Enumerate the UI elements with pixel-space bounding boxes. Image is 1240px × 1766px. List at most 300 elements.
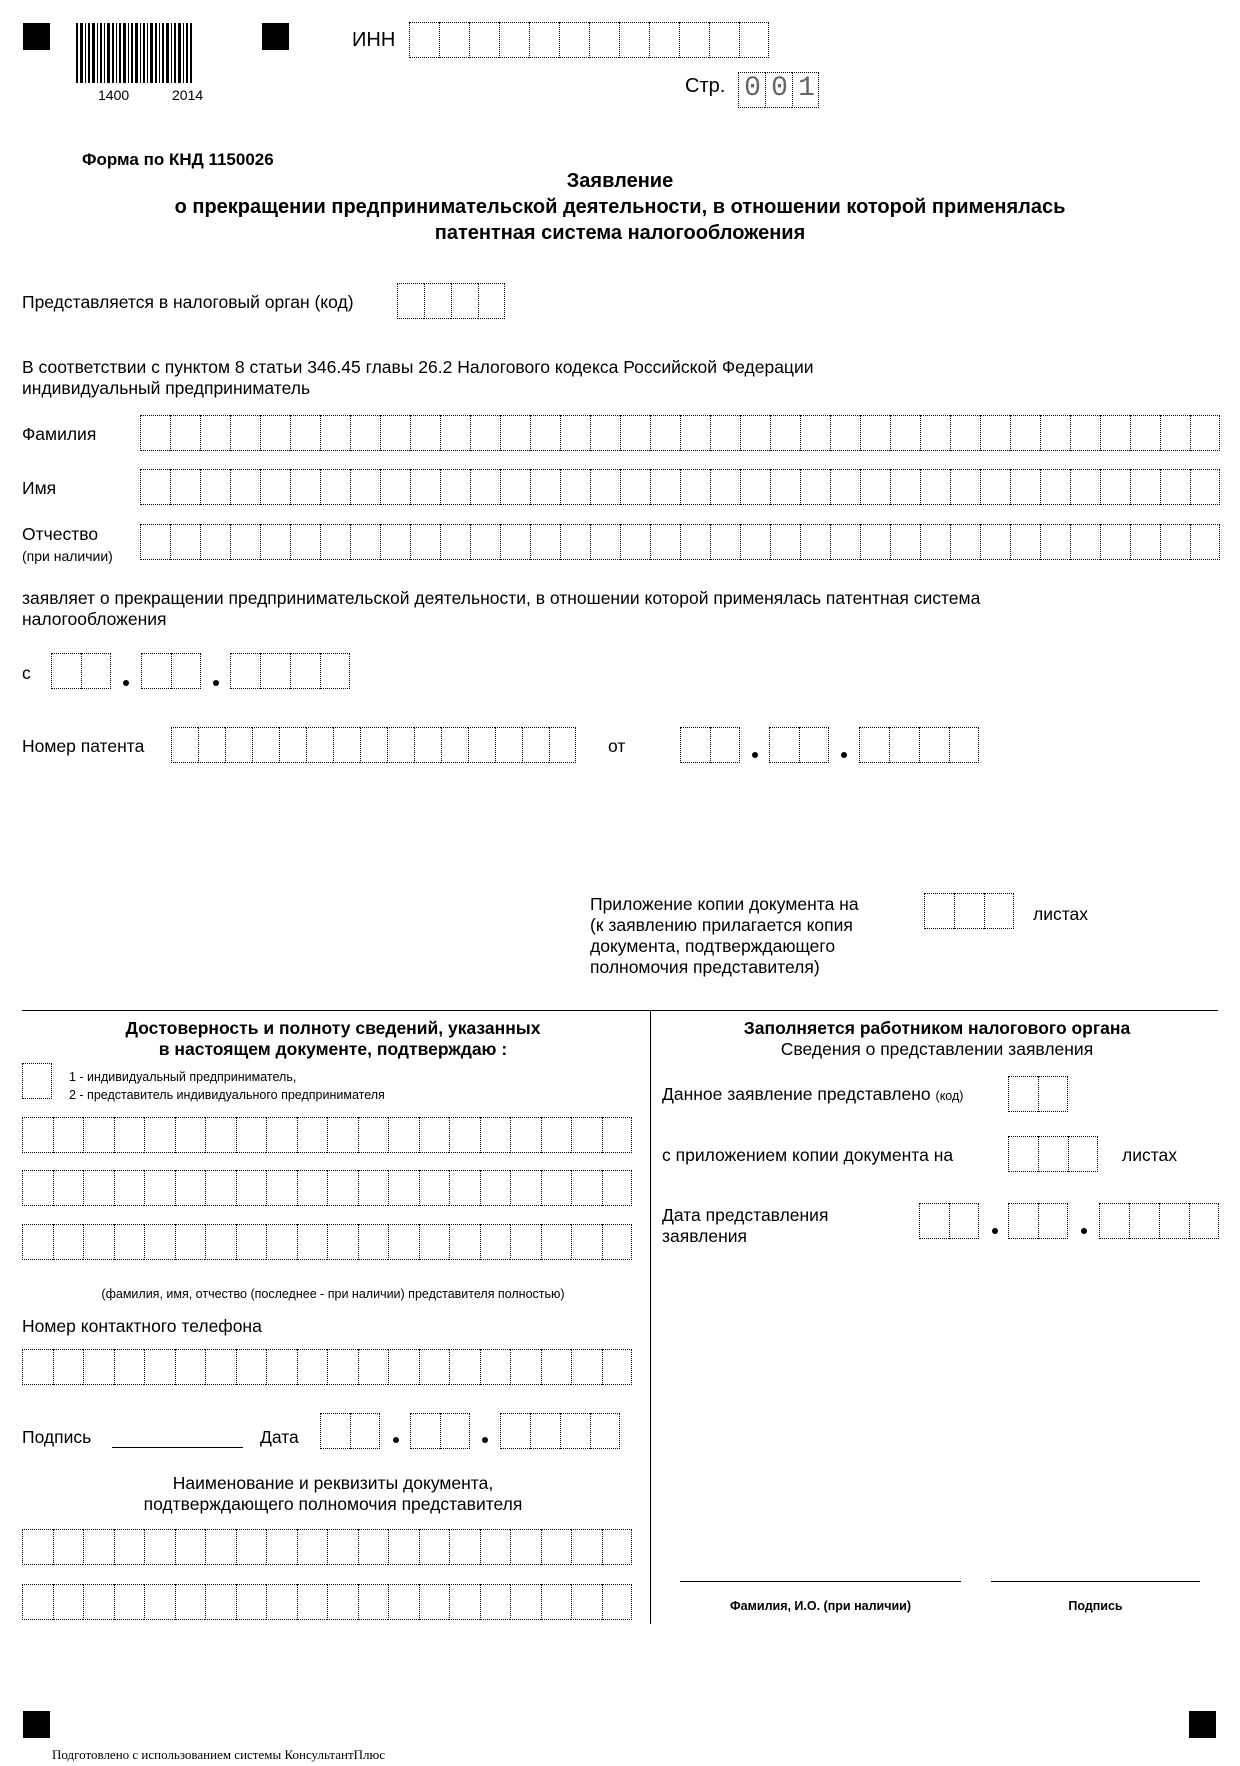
input-cell[interactable] (510, 1224, 541, 1260)
input-cell[interactable] (320, 415, 350, 451)
input-cell[interactable] (890, 469, 920, 505)
input-cell[interactable] (53, 1349, 84, 1385)
input-cell[interactable] (541, 1349, 572, 1385)
input-cell[interactable] (500, 469, 530, 505)
input-cell[interactable] (419, 1529, 450, 1565)
input-cell[interactable] (860, 469, 890, 505)
input-cell[interactable] (440, 469, 470, 505)
input-cell[interactable] (495, 727, 522, 763)
input-cell[interactable] (380, 415, 410, 451)
input-cell[interactable] (541, 1529, 572, 1565)
input-cell[interactable] (541, 1170, 572, 1206)
input-cell[interactable] (449, 1349, 480, 1385)
input-cell[interactable] (1010, 415, 1040, 451)
patent-number-field[interactable] (171, 727, 576, 763)
input-cell[interactable] (1040, 469, 1070, 505)
input-cell[interactable] (358, 1349, 389, 1385)
input-cell[interactable] (350, 469, 380, 505)
input-cell[interactable] (1010, 469, 1040, 505)
input-cell[interactable] (480, 1117, 511, 1153)
input-cell[interactable] (144, 1349, 175, 1385)
submission-date-label-1: Дата представления (662, 1205, 829, 1225)
input-cell[interactable] (53, 1170, 84, 1206)
input-cell[interactable] (1070, 415, 1100, 451)
input-cell[interactable] (22, 1349, 53, 1385)
officer-name-line[interactable] (680, 1581, 961, 1582)
input-cell[interactable] (1160, 415, 1190, 451)
input-cell[interactable] (297, 1224, 328, 1260)
declares-line-2: налогообложения (22, 609, 167, 629)
input-cell[interactable] (980, 469, 1010, 505)
input-cell[interactable] (500, 524, 530, 560)
input-cell[interactable] (140, 524, 170, 560)
input-cell[interactable] (358, 1224, 389, 1260)
input-cell[interactable] (144, 1529, 175, 1565)
input-cell[interactable] (650, 469, 680, 505)
input-cell[interactable] (480, 1584, 511, 1620)
input-cell[interactable] (920, 415, 950, 451)
input-cell[interactable] (290, 524, 320, 560)
input-cell[interactable] (83, 1584, 114, 1620)
input-cell[interactable] (327, 1349, 358, 1385)
input-cell[interactable] (230, 415, 260, 451)
input-cell[interactable] (602, 1529, 633, 1565)
input-cell[interactable] (144, 1170, 175, 1206)
input-cell[interactable] (306, 727, 333, 763)
intro-line-2: индивидуальный предприниматель (22, 378, 311, 398)
input-cell[interactable] (440, 524, 470, 560)
input-cell[interactable] (350, 524, 380, 560)
input-cell[interactable] (230, 469, 260, 505)
input-cell[interactable] (1160, 469, 1190, 505)
input-cell[interactable] (590, 469, 620, 505)
input-cell[interactable] (560, 524, 590, 560)
input-cell[interactable] (571, 1117, 602, 1153)
title-line-1: Заявление (566, 170, 674, 192)
input-cell[interactable] (602, 1349, 633, 1385)
input-cell[interactable] (710, 524, 740, 560)
input-cell[interactable] (53, 1117, 84, 1153)
input-cell[interactable] (140, 415, 170, 451)
input-cell[interactable] (480, 1170, 511, 1206)
inn-field[interactable] (409, 22, 769, 58)
input-cell[interactable] (175, 1349, 206, 1385)
input-cell[interactable] (53, 1224, 84, 1260)
input-cell[interactable] (770, 524, 800, 560)
input-cell[interactable] (260, 469, 290, 505)
input-cell[interactable] (414, 727, 441, 763)
input-cell[interactable] (175, 1170, 206, 1206)
page-number-field (738, 72, 819, 108)
input-cell[interactable] (358, 1529, 389, 1565)
input-cell[interactable] (200, 415, 230, 451)
input-cell[interactable] (650, 524, 680, 560)
input-cell[interactable] (83, 1170, 114, 1206)
input-cell[interactable] (830, 469, 860, 505)
input-cell[interactable] (419, 1224, 450, 1260)
input-cell[interactable] (680, 415, 710, 451)
sign-day-field[interactable] (320, 1413, 380, 1449)
input-cell[interactable] (1100, 524, 1130, 560)
representative-name-row-1[interactable] (22, 1117, 632, 1153)
input-cell[interactable] (410, 469, 440, 505)
input-cell[interactable] (205, 1224, 236, 1260)
input-cell[interactable] (480, 1529, 511, 1565)
input-cell[interactable] (266, 1529, 297, 1565)
input-cell[interactable] (350, 415, 380, 451)
submission-month-field[interactable] (1008, 1203, 1068, 1239)
input-cell[interactable] (236, 1529, 267, 1565)
input-cell[interactable] (522, 727, 549, 763)
date-separator (841, 752, 847, 758)
input-cell[interactable] (1130, 469, 1160, 505)
input-cell[interactable] (22, 1529, 53, 1565)
input-cell[interactable] (266, 1117, 297, 1153)
input-cell[interactable] (419, 1170, 450, 1206)
input-cell[interactable] (266, 1224, 297, 1260)
input-cell[interactable] (571, 1349, 602, 1385)
input-cell[interactable] (1190, 415, 1220, 451)
input-cell[interactable] (205, 1170, 236, 1206)
input-cell[interactable] (449, 1117, 480, 1153)
input-cell[interactable] (571, 1529, 602, 1565)
input-cell[interactable] (200, 469, 230, 505)
input-cell[interactable] (571, 1584, 602, 1620)
surname-label: Фамилия (22, 424, 97, 444)
input-cell[interactable] (1070, 524, 1100, 560)
input-cell[interactable] (144, 1224, 175, 1260)
input-cell[interactable] (175, 1224, 206, 1260)
input-cell[interactable] (590, 524, 620, 560)
input-cell[interactable] (290, 469, 320, 505)
input-cell[interactable] (175, 1117, 206, 1153)
input-cell[interactable] (602, 1584, 633, 1620)
input-cell[interactable] (114, 1117, 145, 1153)
from-month-field[interactable] (141, 653, 201, 689)
sign-month-field[interactable] (410, 1413, 470, 1449)
input-cell[interactable] (468, 727, 495, 763)
input-cell[interactable] (388, 1529, 419, 1565)
input-cell[interactable] (410, 415, 440, 451)
input-cell[interactable] (83, 1349, 114, 1385)
input-cell[interactable] (590, 415, 620, 451)
input-cell[interactable] (327, 1529, 358, 1565)
input-cell[interactable] (388, 1224, 419, 1260)
input-cell[interactable] (236, 1349, 267, 1385)
input-cell[interactable] (22, 1584, 53, 1620)
input-cell[interactable] (297, 1349, 328, 1385)
officer-sheets-label: листах (1122, 1145, 1178, 1165)
attachment-line-3: документа, подтверждающего (590, 936, 836, 956)
input-cell[interactable] (860, 415, 890, 451)
input-cell[interactable] (560, 469, 590, 505)
input-cell[interactable] (358, 1170, 389, 1206)
input-cell[interactable] (571, 1224, 602, 1260)
input-cell[interactable] (260, 415, 290, 451)
input-cell[interactable] (920, 524, 950, 560)
input-cell[interactable] (680, 469, 710, 505)
authority-doc-row-1[interactable] (22, 1529, 632, 1565)
input-cell[interactable] (800, 524, 830, 560)
input-cell[interactable] (170, 524, 200, 560)
input-cell[interactable] (860, 524, 890, 560)
input-cell[interactable] (541, 1584, 572, 1620)
submission-year-field[interactable] (1099, 1203, 1219, 1239)
input-cell[interactable] (388, 1117, 419, 1153)
input-cell[interactable] (83, 1529, 114, 1565)
input-cell[interactable] (327, 1117, 358, 1153)
input-cell[interactable] (571, 1170, 602, 1206)
input-cell[interactable] (800, 415, 830, 451)
input-cell[interactable] (980, 415, 1010, 451)
input-cell[interactable] (279, 727, 306, 763)
input-cell[interactable] (1190, 469, 1220, 505)
input-cell[interactable] (225, 727, 252, 763)
input-cell[interactable] (22, 1224, 53, 1260)
input-cell[interactable] (410, 524, 440, 560)
input-cell[interactable] (602, 1170, 633, 1206)
input-cell[interactable] (205, 1349, 236, 1385)
input-cell[interactable] (53, 1584, 84, 1620)
input-cell[interactable] (449, 1224, 480, 1260)
input-cell[interactable] (388, 1584, 419, 1620)
input-cell[interactable] (530, 524, 560, 560)
input-cell[interactable] (114, 1349, 145, 1385)
input-cell[interactable] (620, 469, 650, 505)
from-year-field[interactable] (230, 653, 350, 689)
input-cell[interactable] (950, 469, 980, 505)
attachment-sheets-label: листах (1033, 904, 1089, 924)
input-cell[interactable] (470, 469, 500, 505)
input-cell[interactable] (500, 415, 530, 451)
input-cell[interactable] (950, 415, 980, 451)
confirmation-title-line-1: Достоверность и полноту сведений, указанных (125, 1018, 541, 1038)
input-cell[interactable] (320, 469, 350, 505)
input-cell[interactable] (358, 1584, 389, 1620)
input-cell[interactable] (710, 469, 740, 505)
footer-note: Подготовлено с использованием системы КонсультантПлюс (52, 1747, 386, 1762)
input-cell[interactable] (205, 1117, 236, 1153)
input-cell[interactable] (170, 415, 200, 451)
input-cell[interactable] (441, 727, 468, 763)
input-cell[interactable] (530, 469, 560, 505)
input-cell[interactable] (236, 1117, 267, 1153)
input-cell[interactable] (710, 415, 740, 451)
input-cell[interactable] (1190, 524, 1220, 560)
input-cell[interactable] (620, 524, 650, 560)
submitted-code-note: (код) (935, 1089, 964, 1103)
input-cell[interactable] (297, 1584, 328, 1620)
input-cell[interactable] (541, 1224, 572, 1260)
phone-field[interactable] (22, 1349, 632, 1385)
attachment-line-1: Приложение копии документа на (590, 894, 859, 914)
input-cell[interactable] (549, 727, 576, 763)
input-cell[interactable] (440, 415, 470, 451)
intro-line-1: В соответствии с пунктом 8 статьи 346.45 главы 26.2 Налогового кодекса Российской Федерации (22, 357, 814, 377)
input-cell[interactable] (387, 727, 414, 763)
authority-doc-row-2[interactable] (22, 1584, 632, 1620)
input-cell[interactable] (266, 1584, 297, 1620)
input-cell[interactable] (1160, 524, 1190, 560)
input-cell[interactable] (205, 1584, 236, 1620)
input-cell[interactable] (1100, 469, 1130, 505)
input-cell[interactable] (333, 727, 360, 763)
submission-day-field[interactable] (919, 1203, 979, 1239)
input-cell[interactable] (449, 1170, 480, 1206)
input-cell[interactable] (358, 1117, 389, 1153)
input-cell[interactable] (680, 524, 710, 560)
submitted-label-text: Данное заявление представлено (662, 1084, 931, 1104)
input-cell[interactable] (1040, 524, 1070, 560)
input-cell[interactable] (541, 1117, 572, 1153)
input-cell[interactable] (980, 524, 1010, 560)
input-cell[interactable] (327, 1170, 358, 1206)
from-day-field[interactable] (51, 653, 111, 689)
input-cell[interactable] (360, 727, 387, 763)
input-cell[interactable] (560, 415, 590, 451)
input-cell[interactable] (114, 1529, 145, 1565)
input-cell[interactable] (297, 1117, 328, 1153)
input-cell[interactable] (530, 415, 560, 451)
input-cell[interactable] (83, 1117, 114, 1153)
input-cell[interactable] (230, 524, 260, 560)
corner-marker-bottom-left (23, 1711, 50, 1738)
input-cell[interactable] (175, 1529, 206, 1565)
input-cell[interactable] (890, 415, 920, 451)
input-cell[interactable] (470, 524, 500, 560)
officer-attachment-sheets-field[interactable] (1008, 1136, 1098, 1172)
input-cell[interactable] (920, 469, 950, 505)
representative-name-row-2[interactable] (22, 1170, 632, 1206)
input-cell[interactable] (740, 415, 770, 451)
input-cell[interactable] (419, 1349, 450, 1385)
attachment-sheets-field[interactable] (924, 893, 1014, 929)
input-cell[interactable] (140, 469, 170, 505)
input-cell[interactable] (200, 524, 230, 560)
input-cell[interactable] (53, 1529, 84, 1565)
input-cell[interactable] (114, 1584, 145, 1620)
input-cell[interactable] (144, 1584, 175, 1620)
patent-day-field[interactable] (680, 727, 740, 763)
input-cell[interactable] (950, 524, 980, 560)
title-line-3: патентная система налогообложения (434, 222, 806, 244)
input-cell[interactable] (602, 1224, 633, 1260)
date-separator (992, 1228, 998, 1234)
input-cell[interactable] (800, 469, 830, 505)
input-cell[interactable] (252, 727, 279, 763)
input-cell[interactable] (449, 1529, 480, 1565)
input-cell[interactable] (419, 1584, 450, 1620)
input-cell[interactable] (470, 415, 500, 451)
tax-authority-code-field[interactable] (397, 283, 505, 319)
signer-type-field[interactable] (22, 1063, 52, 1099)
patronymic-field[interactable] (140, 524, 1220, 560)
submitted-code-field[interactable] (1008, 1076, 1068, 1112)
input-cell[interactable] (1010, 524, 1040, 560)
authority-doc-title-line-1: Наименование и реквизиты документа, (172, 1473, 494, 1493)
input-cell[interactable] (510, 1349, 541, 1385)
input-cell[interactable] (114, 1224, 145, 1260)
patent-year-field[interactable] (859, 727, 979, 763)
input-cell[interactable] (388, 1349, 419, 1385)
input-cell[interactable] (1040, 415, 1070, 451)
input-cell[interactable] (510, 1584, 541, 1620)
input-cell[interactable] (449, 1584, 480, 1620)
input-cell[interactable] (327, 1584, 358, 1620)
surname-field[interactable] (140, 415, 1220, 451)
input-cell[interactable] (297, 1529, 328, 1565)
input-cell[interactable] (83, 1224, 114, 1260)
barcode-number-left: 1400 (98, 87, 130, 103)
input-cell[interactable] (1070, 469, 1100, 505)
input-cell[interactable] (510, 1117, 541, 1153)
input-cell[interactable] (144, 1117, 175, 1153)
input-cell[interactable] (236, 1224, 267, 1260)
input-cell[interactable] (320, 524, 350, 560)
signer-option-1: 1 - индивидуальный предприниматель, (69, 1070, 297, 1084)
input-cell[interactable] (175, 1584, 206, 1620)
input-cell[interactable] (22, 1170, 53, 1206)
input-cell[interactable] (602, 1117, 633, 1153)
sign-year-field[interactable] (500, 1413, 620, 1449)
input-cell[interactable] (1100, 415, 1130, 451)
input-cell[interactable] (198, 727, 225, 763)
input-cell[interactable] (260, 524, 290, 560)
signature-line[interactable] (112, 1447, 243, 1448)
name-field[interactable] (140, 469, 1220, 505)
input-cell[interactable] (380, 524, 410, 560)
submission-date-label-2: заявления (662, 1226, 747, 1246)
officer-signature-caption: Подпись (1068, 1599, 1123, 1613)
input-cell[interactable] (890, 524, 920, 560)
officer-signature-line[interactable] (991, 1581, 1200, 1582)
input-cell[interactable] (620, 415, 650, 451)
input-cell[interactable] (1130, 415, 1160, 451)
input-cell[interactable] (266, 1349, 297, 1385)
form-code: Форма по КНД 1150026 (82, 150, 274, 169)
input-cell[interactable] (830, 415, 860, 451)
input-cell[interactable] (650, 415, 680, 451)
input-cell[interactable] (740, 524, 770, 560)
input-cell[interactable] (266, 1170, 297, 1206)
input-cell[interactable] (22, 1117, 53, 1153)
input-cell[interactable] (114, 1170, 145, 1206)
input-cell[interactable] (236, 1584, 267, 1620)
input-cell[interactable] (171, 727, 198, 763)
input-cell[interactable] (290, 415, 320, 451)
input-cell[interactable] (770, 415, 800, 451)
input-cell[interactable] (480, 1224, 511, 1260)
input-cell[interactable] (740, 469, 770, 505)
representative-name-row-3[interactable] (22, 1224, 632, 1260)
input-cell[interactable] (1130, 524, 1160, 560)
input-cell[interactable] (388, 1170, 419, 1206)
input-cell[interactable] (510, 1170, 541, 1206)
input-cell[interactable] (380, 469, 410, 505)
input-cell[interactable] (170, 469, 200, 505)
input-cell[interactable] (480, 1349, 511, 1385)
input-cell[interactable] (419, 1117, 450, 1153)
input-cell[interactable] (297, 1170, 328, 1206)
input-cell[interactable] (510, 1529, 541, 1565)
officer-attachment-label: с приложением копии документа на (662, 1145, 954, 1165)
input-cell[interactable] (205, 1529, 236, 1565)
input-cell[interactable] (236, 1170, 267, 1206)
input-cell[interactable] (830, 524, 860, 560)
input-cell[interactable] (770, 469, 800, 505)
input-cell[interactable] (327, 1224, 358, 1260)
patent-month-field[interactable] (769, 727, 829, 763)
